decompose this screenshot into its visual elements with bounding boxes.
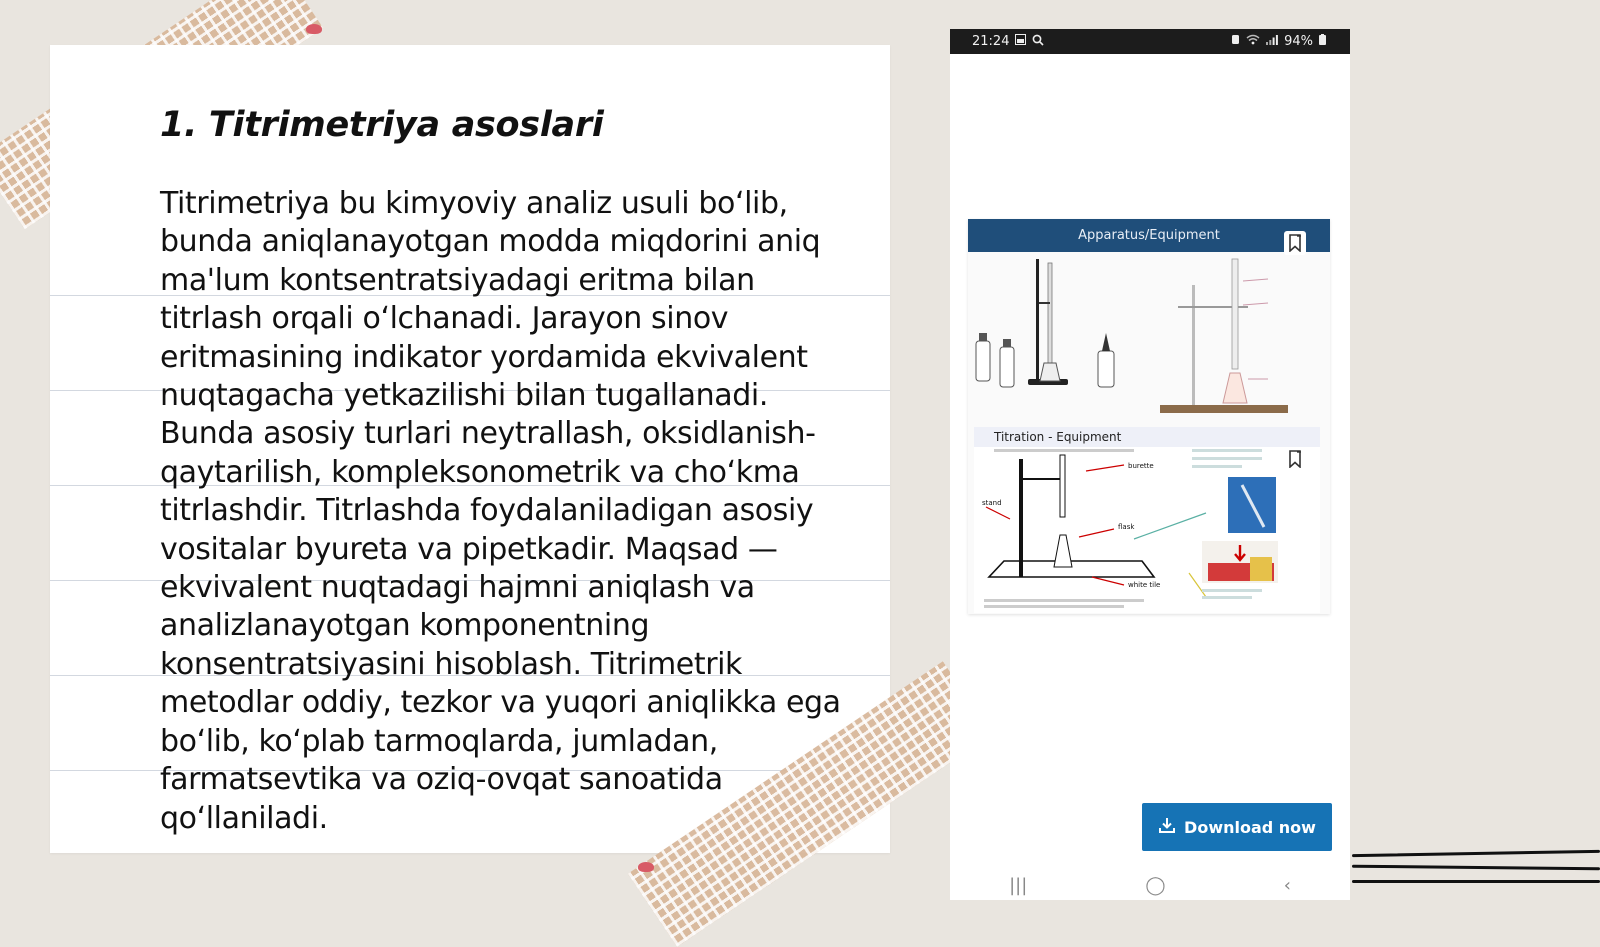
apparatus-illustration xyxy=(968,255,1330,425)
note-paper xyxy=(50,45,890,853)
download-label: Download now xyxy=(1184,817,1316,837)
signal-icon xyxy=(1266,34,1278,49)
bookmark-icon[interactable] xyxy=(1284,231,1306,255)
phone-screenshot xyxy=(950,29,1350,900)
label-flask: flask xyxy=(1118,523,1135,531)
scribble-line xyxy=(1352,865,1600,871)
scribble-line xyxy=(1352,880,1600,883)
scribble-line xyxy=(1352,850,1600,857)
battery-icon xyxy=(1319,34,1326,49)
label-burette: burette xyxy=(1128,462,1154,470)
label-white-tile: white tile xyxy=(1128,581,1161,589)
download-now-button[interactable] xyxy=(1142,803,1332,851)
tape-tip-bottom xyxy=(638,862,654,872)
status-bar xyxy=(950,29,1350,54)
slide-body-text: Titrimetriya bu kimyoviy analiz usuli bo‘lib, bunda aniqlanayotgan modda miqdorini aniq ma'lum kontsentratsiyadagi eritma bilan titrlash orqali o‘lchanadi. Jarayon sinov eritmasining indikator yordamida ekvivalent nuqtagacha yetkazilishi bilan tugallanadi. Bunda asosiy turlari neytrallash, oksidlanish-qaytarilish, kompleksonometrik va cho‘kma titrlashdir. Titrlashda foydalaniladigan asosiy vositalar byureta va pipetkadir. Maqsad — ekvivalent nuqtadagi hajmni aniqlash va analizlanayotgan komponentning konsentratsiyasini hisoblash. Titrimetrik metodlar oddiy, tezkor va yuqori aniqlikka ega bo‘lib, ko‘plab tarmoqlarda, jumladan, farmatsevtika va oziq-ovqat sanoatida qo‘llaniladi. xyxy=(160,186,841,836)
battery-percentage: 94% xyxy=(1284,34,1313,49)
equipment-card[interactable] xyxy=(968,219,1330,614)
home-icon[interactable]: ◯ xyxy=(1145,874,1166,896)
recents-icon[interactable]: ||| xyxy=(1009,874,1028,896)
alarm-icon xyxy=(1231,34,1240,49)
wifi-icon xyxy=(1246,34,1260,49)
android-nav-bar xyxy=(950,870,1350,900)
image-notification-icon xyxy=(1015,34,1026,49)
tape-tip-top xyxy=(306,24,322,34)
card-header: Apparatus/Equipment xyxy=(968,219,1330,252)
search-icon xyxy=(1032,34,1044,50)
label-stand: stand xyxy=(982,499,1002,507)
titration-equipment-panel xyxy=(974,427,1320,613)
status-time: 21:24 xyxy=(972,34,1010,49)
slide-heading: 1. Titrimetriya asoslari xyxy=(160,105,604,145)
download-icon xyxy=(1158,816,1176,838)
titration-diagram xyxy=(974,449,1320,609)
back-icon[interactable]: ‹ xyxy=(1283,874,1291,896)
sub-card-title: Titration - Equipment xyxy=(974,427,1320,447)
